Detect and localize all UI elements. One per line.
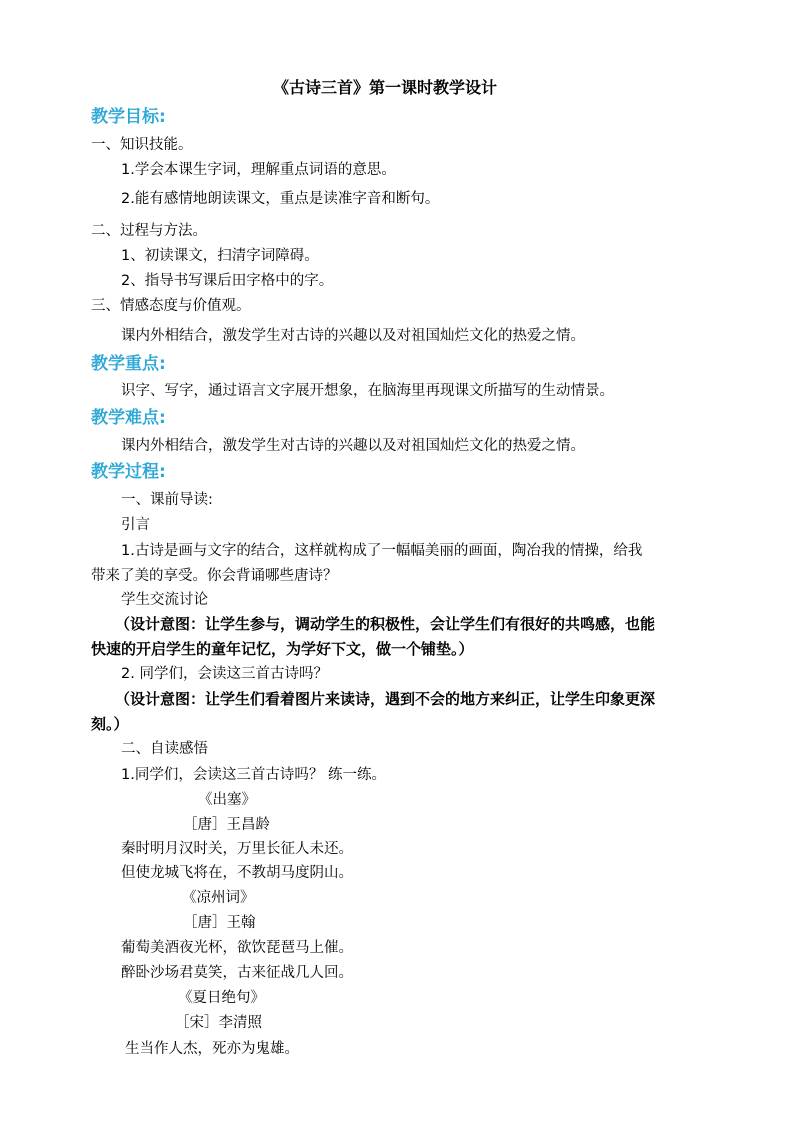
process-heading: 二、过程与方法。 [91, 223, 207, 239]
knowledge-heading: 一、知识技能。 [91, 137, 193, 153]
difficulties-text: 课内外相结合，激发学生对古诗的兴趣以及对祖国灿烂文化的热爱之情。 [121, 438, 585, 454]
emotion-text: 课内外相结合，激发学生对古诗的兴趣以及对祖国灿烂文化的热爱之情。 [121, 328, 585, 344]
knowledge-item-2: 2.能有感情地朗读课文，重点是读准字音和断句。 [121, 191, 440, 207]
design-intent-1-line-1: （设计意图：让学生参与，调动学生的积极性，会让学生们有很好的共鸣感，也能 [115, 615, 656, 633]
poem-3-line-1: 生当作人杰，死亦为鬼雄。 [125, 1041, 299, 1057]
poem-2-line-2: 醉卧沙场君莫笑，古来征战几人回。 [121, 965, 353, 981]
section-pre-reading: 一、课前导读: [121, 492, 213, 508]
emotion-heading: 三、情感态度与价值观。 [91, 298, 251, 314]
design-intent-2-line-1: （设计意图：让学生们看着图片来读诗，遇到不会的地方来纠正，让学生印象更深 [115, 690, 656, 708]
poem-2-title: 《凉州词》 [182, 890, 255, 906]
process-item-1: 1、初读课文，扫清字词障碍。 [121, 248, 319, 264]
practice-instruction: 1.同学们，会读这三首古诗吗？ 练一练。 [121, 767, 386, 783]
knowledge-item-1: 1.学会本课生字词，理解重点词语的意思。 [121, 162, 396, 178]
discussion-label: 学生交流讨论 [121, 592, 208, 608]
poem-1-line-1: 秦时明月汉时关，万里长征人未还。 [121, 841, 353, 857]
objectives-heading: 教学目标: [91, 107, 166, 127]
design-intent-1-line-2: 快速的开启学生的童年记忆，为学好下文，做一个铺垫。） [91, 640, 474, 658]
intro-label: 引言 [121, 517, 150, 533]
procedure-heading: 教学过程: [91, 462, 166, 482]
poem-1-title: 《出塞》 [198, 792, 256, 808]
section-self-reading: 二、自读感悟 [121, 741, 208, 757]
poem-2-line-1: 葡萄美酒夜光杯，欲饮琵琶马上催。 [121, 940, 353, 956]
question-2: 2. 同学们，会读这三首古诗吗？ [121, 666, 328, 682]
poem-1-line-2: 但使龙城飞将在，不教胡马度阴山。 [121, 865, 353, 881]
paragraph-1-line-2: 带来了美的享受。你会背诵哪些唐诗？ [91, 568, 338, 584]
poem-3-title: 《夏日绝句》 [178, 990, 265, 1006]
poem-3-author: ［宋］李清照 [175, 1015, 262, 1031]
paragraph-1-line-1: 1.古诗是画与文字的结合，这样就构成了一幅幅美丽的画面，陶冶我的情操，给我 [121, 543, 643, 559]
process-item-2: 2、指导书写课后田字格中的字。 [121, 273, 334, 289]
key-points-text: 识字、写字，通过语言文字展开想象，在脑海里再现课文所描写的生动情景。 [121, 383, 614, 399]
page-title: 《古诗三首》第一课时教学设计 [273, 78, 498, 97]
design-intent-2-line-2: 刻。） [91, 715, 129, 733]
poem-2-author: ［唐］王翰 [183, 915, 256, 931]
poem-1-author: ［唐］王昌龄 [183, 817, 270, 833]
difficulties-heading: 教学难点: [91, 408, 166, 428]
key-points-heading: 教学重点: [91, 354, 166, 374]
